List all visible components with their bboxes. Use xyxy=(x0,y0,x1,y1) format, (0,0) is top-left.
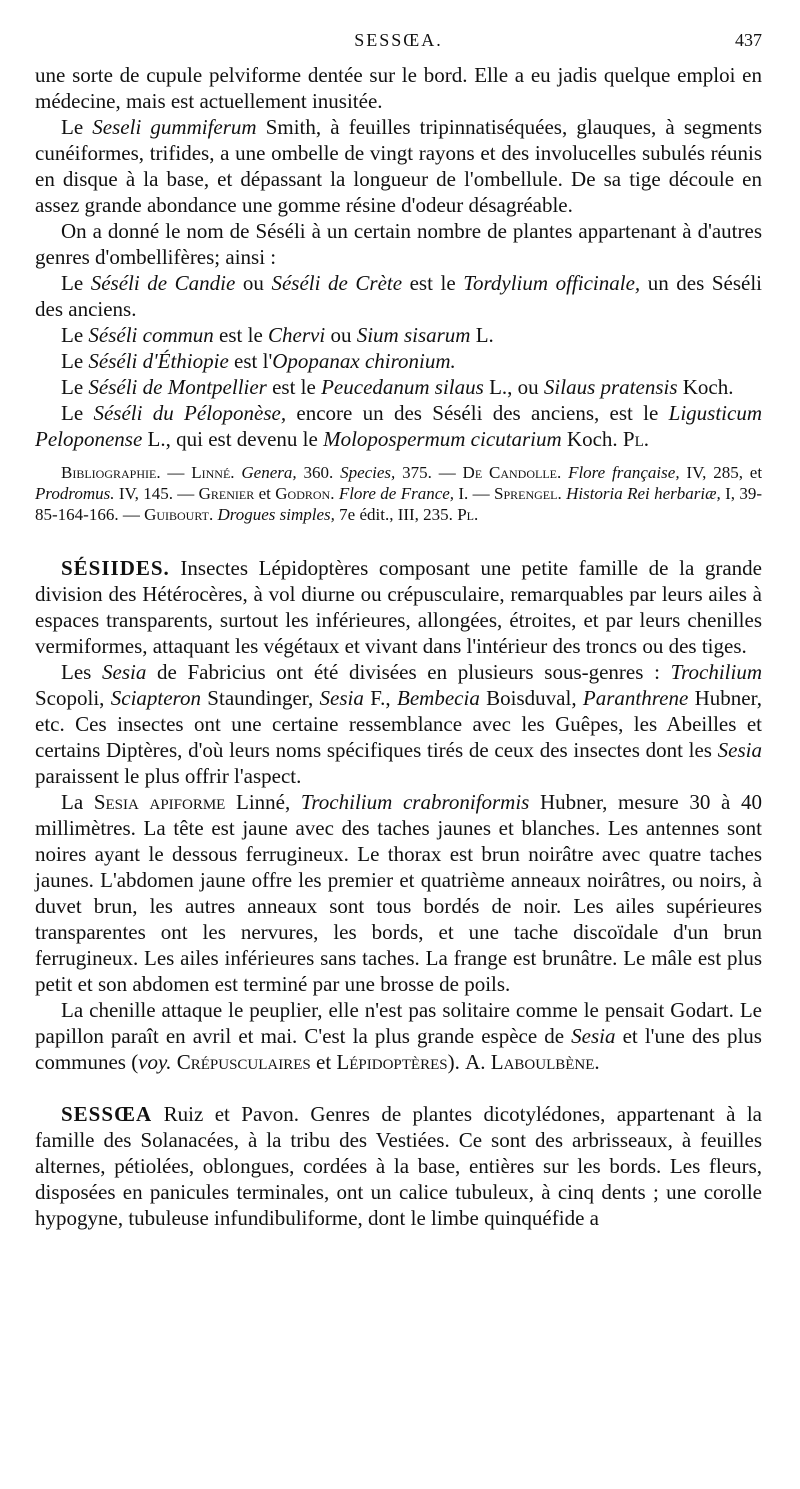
paragraph: SESSŒA Ruiz et Pavon. Genres de plantes dicotylédones, appartenant à la famille des Solanacées, à la tribu des Vestiées. Ce sont des arbrisseaux, à feuilles alternes, pétiolées, oblongues, cordées à la base, entières sur les bords. Les fleurs, disposées en panicules terminales, ont un calice tubuleux, à cinq dents ; une corolle hypogyne, tubuleuse infundibuliforme, dont le limbe quinquéfide a xyxy=(35,1102,762,1230)
running-header xyxy=(35,30,762,56)
entry-headword: SÉSIIDES. xyxy=(61,556,170,580)
bibliography-text: Bibliographie. — Linné. Genera, 360. Species, 375. — De Candolle. Flore française, IV, 285, et Prodromus. IV, 145. — Grenier et Godron. Flore de France, I. — Sprengel. Historia Rei herbariæ, I, 39-85-164-166. — Guibourt. Drogues simples, 7e édit., III, 235. Pl. xyxy=(35,463,763,524)
paragraph: Le Séséli de Candie ou Séséli de Crète est le Tordylium officinale, un des Séséli des anciens. xyxy=(35,271,763,321)
paragraph: Les Sesia de Fabricius ont été divisées en plusieurs sous-genres : Trochilium Scopoli, Sciapteron Staundinger, Sesia F., Bembecia Boisduval, Paranthrene Hubner, etc. Ces insectes ont une certaine ressemblance avec les Guêpes, les Abeilles et certains Diptères, d'où leurs noms spécifiques tirés de ceux des insectes dont les Sesia paraissent le plus offrir l'aspect. xyxy=(35,660,763,788)
entry-headword: SESSŒA xyxy=(61,1102,153,1126)
page-body xyxy=(35,62,762,1231)
paragraph: Le Séséli du Péloponèse, encore un des Séséli des anciens, est le Ligusticum Peloponense L., qui est devenu le Molopospermum cicutarium Koch. Pl. xyxy=(35,401,762,451)
bibliography xyxy=(35,462,762,525)
sessoea-entry xyxy=(35,1101,762,1231)
bibliography-label: Bibliographie. xyxy=(61,463,161,482)
paragraph: La Sesia apiforme Linné, Trochilium crabroniformis Hubner, mesure 30 à 40 millimètres. La tête est jaune avec des taches jaunes et blanches. Les antennes sont noires ayant le dessous ferrugineux. Le thorax est brun noirâtre avec quatre taches jaunes. L'abdomen jaune offre les premier et quatrième anneaux noirâtres, ou noirs, à duvet brun, les autres anneaux sont tous bordés de noir. Les ailes supérieures transparentes ont les nervures, les bords, et une tache discoïdale d'un brun ferrugineux. Les ailes inférieures sans taches. La frange est brunâtre. Le mâle est plus petit et son abdomen est terminé par une brosse de poils. xyxy=(35,790,762,996)
sesiides-entry xyxy=(35,555,762,1075)
author-signature: Pl. xyxy=(457,505,479,524)
running-title: SESSŒA. xyxy=(354,30,443,50)
author-signature: A. Laboulbène. xyxy=(465,1050,600,1074)
paragraph: SÉSIIDES. Insectes Lépidoptères composant une petite famille de la grande division des Hétérocères, à vol diurne ou crépusculaire, remarquables par leurs ailes à espaces transparents, surtout les inférieures, allongées, étroites, et par leurs chenilles vermiformes, attaquant les végétaux et vivant dans l'intérieur des troncs ou des tiges. xyxy=(35,556,762,658)
author-signature: Pl. xyxy=(622,427,649,451)
page-number: 437 xyxy=(735,30,762,50)
paragraph: Le Séséli de Montpellier est le Peucedanum silaus L., ou Silaus pratensis Koch. xyxy=(61,375,734,399)
paragraph: On a donné le nom de Séséli à un certain nombre de plantes appartenant à d'autres genres d'ombellifères; ainsi : xyxy=(35,219,762,269)
paragraph: une sorte de cupule pelviforme dentée sur le bord. Elle a eu jadis quelque emploi en médecine, mais est actuellement inusitée. xyxy=(35,63,762,113)
paragraph: Le Séséli d'Éthiopie est l'Opopanax chironium. xyxy=(61,349,456,373)
paragraph: La chenille attaque le peuplier, elle n'est pas solitaire comme le pensait Godart. Le papillon paraît en avril et mai. C'est la plus grande espèce de Sesia et l'une des plus communes (voy. Crépusculaires et Lépidoptères). A. Laboulbène. xyxy=(35,998,762,1074)
seseli-entry-continuation xyxy=(35,62,762,452)
paragraph: Le Seseli gummiferum Smith, à feuilles tripinnatiséquées, glauques, à segments cunéiformes, trifides, a une ombelle de vingt rayons et des involucelles subulés réunis en disque à la base, et dépassant la longueur de l'ombellule. De sa tige découle en assez grande abondance une gomme résine d'odeur désagréable. xyxy=(35,115,762,217)
paragraph: Le Séséli commun est le Chervi ou Sium sisarum L. xyxy=(61,323,494,347)
